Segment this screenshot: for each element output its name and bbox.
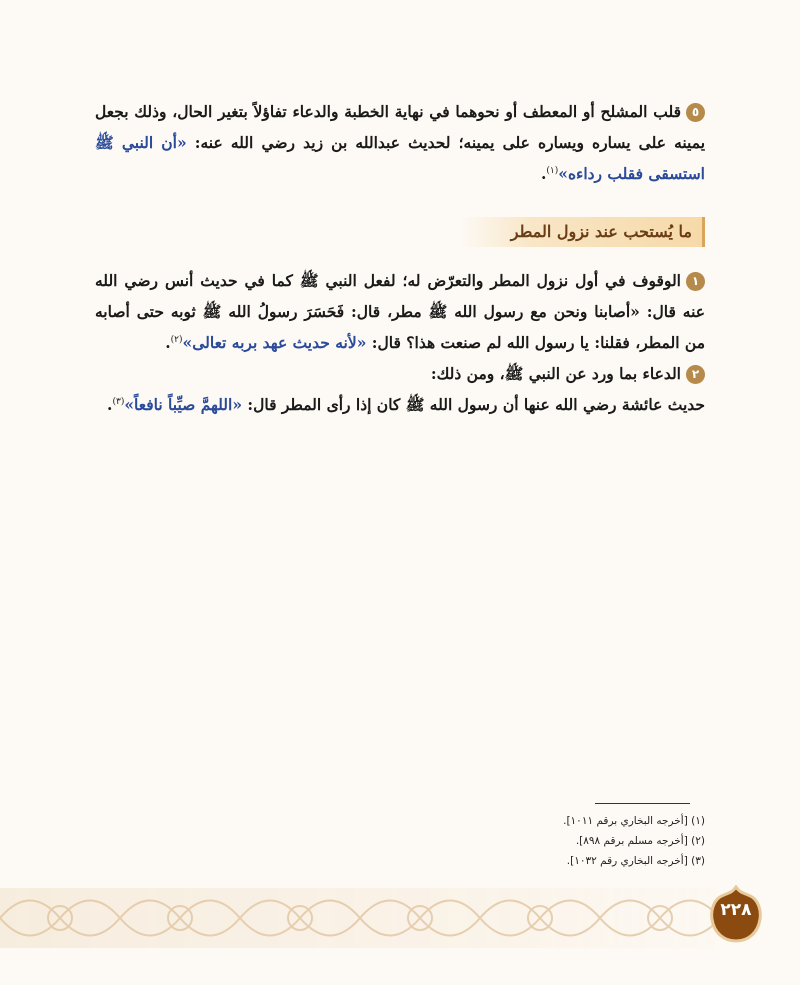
item-text: الوقوف في أول نزول المطر والتعرّض له؛ لفعل النبي ﷺ كما في حديث أنس رضي الله عنه قال: «أصابنا ونحن مع رسول الله ﷺ مطر، قال: فَحَسَرَ رسولُ الله ﷺ ثوبه حتى أصابه من المطر، فقلنا: يا رسول الله لم صنعت هذا؟ قال:	[95, 271, 705, 352]
hadith-quote: «أن النبي ﷺ استسقى فقلب رداءه»	[95, 133, 705, 183]
footnote-3: (٣) [أخرجه البخاري رقم ١٠٣٢].	[566, 855, 705, 867]
item-number-badge: ١	[686, 272, 705, 291]
main-content	[95, 96, 705, 420]
item-end: .	[165, 333, 171, 352]
footnotes	[405, 811, 705, 871]
hadith-quote: «لأنه حديث عهد بربه تعالى»	[182, 333, 367, 352]
footnote-ref: (١)	[546, 165, 559, 176]
footnote-1: (١) [أخرجه البخاري برقم ١٠١١].	[563, 815, 705, 827]
item-5	[95, 96, 705, 189]
item-text: حديث عائشة رضي الله عنها أن رسول الله ﷺ كان إذا رأى المطر قال:	[242, 395, 705, 414]
item-end: .	[107, 395, 113, 414]
item-text: قلب المشلح أو المعطف أو نحوهما في نهاية الخطبة والدعاء تفاؤلاً بتغير الحال، وذلك بجعل يمينه على يساره ويساره على يمينه؛ لحديث عبدالله بن زيد رضي الله عنه:	[95, 102, 706, 152]
footnote-ref: (٢)	[170, 334, 183, 345]
page-number: ٢٢٨	[720, 900, 752, 920]
section-heading: ما يُستحب عند نزول المطر	[461, 217, 705, 247]
hadith-quote: «اللهمَّ صيِّباً نافعاً»	[124, 395, 243, 414]
item-text-line1: الدعاء بما ورد عن النبي ﷺ، ومن ذلك:	[430, 364, 681, 383]
item-end: .	[540, 164, 547, 183]
item-2	[95, 358, 705, 420]
item-1	[95, 265, 705, 358]
footnote-ref: (٣)	[112, 396, 125, 407]
item-number-badge: ٥	[686, 103, 705, 122]
footnote-2: (٢) [أخرجه مسلم برقم ٨٩٨].	[575, 835, 705, 847]
item-number-badge: ٢	[686, 365, 705, 384]
decorative-arabesque-border	[0, 878, 720, 958]
footnote-divider	[595, 803, 690, 804]
